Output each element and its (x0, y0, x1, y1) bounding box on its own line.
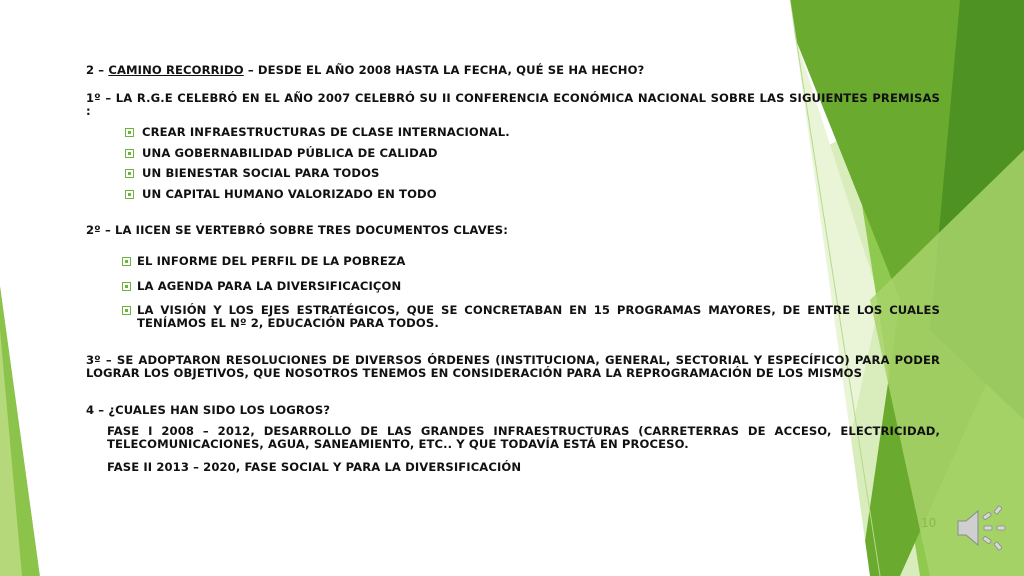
point-3-text: 3º – SE ADOPTARON RESOLUCIONES DE DIVERSOS ÓRDENES (INSTITUCIONA, GENERAL, SECTORIAL Y ESPECÍFICO) PARA PODER LOGRAR LOS OBJETIVOS, QUE NOSOTROS TENEMOS EN CONSIDERACIÓN PARA LA REPROGRAMACIÓN DE LOS MISMOS (86, 353, 940, 380)
phase-1-text: FASE I 2008 – 2012, DESARROLLO DE LAS GRANDES INFRAESTRUCTURAS (CARRETERRAS DE ACCESO, ELECTRICIDAD, TELECOMUNICACIONES, AGUA, SANEAMIENTO, ETC.. Y QUE TODAVÍA ESTÁ EN PROCESO. (107, 424, 940, 451)
phase-2-text: FASE II 2013 – 2020, FASE SOCIAL Y PARA LA DIVERSIFICACIÓN (107, 460, 522, 474)
section-heading (86, 64, 786, 77)
section-number: 2 – (86, 63, 109, 77)
bullet-icon (125, 149, 134, 158)
bullet-icon (125, 190, 134, 199)
point-4-title: 4 – ¿CUALES HAN SIDO LOS LOGROS? (86, 403, 331, 417)
point-1-bullet-2: UNA GOBERNABILIDAD PÚBLICA DE CALIDAD (142, 146, 438, 160)
bullet-icon (125, 169, 134, 178)
slide-number: 10 (921, 516, 937, 530)
point-2-text: 2º – LA IICEN SE VERTEBRÓ SOBRE TRES DOCUMENTOS CLAVES: (86, 223, 508, 237)
point-1-bullet-1: CREAR INFRAESTRUCTURAS DE CLASE INTERNACIONAL. (142, 125, 510, 139)
point-1-text: 1º – LA R.G.E CELEBRÓ EN EL AÑO 2007 CELEBRÓ SU II CONFERENCIA ECONÓMICA NACIONAL SOBRE LAS SIGUIENTES PREMISAS : (86, 91, 940, 118)
point-1-bullet-4: UN CAPITAL HUMANO VALORIZADO EN TODO (142, 187, 437, 201)
bullet-icon (122, 306, 131, 315)
section-subtitle: – DESDE EL AÑO 2008 HASTA LA FECHA, QUÉ SE HA HECHO? (243, 63, 645, 77)
audio-speaker-icon[interactable] (952, 505, 1008, 551)
point-2-bullet-2: LA AGENDA PARA LA DIVERSIFICACIÇON (137, 279, 402, 293)
bullet-icon (125, 128, 134, 137)
point-2-bullet-3: LA VISIÓN Y LOS EJES ESTRATÉGICOS, QUE SE CONCRETABAN EN 15 PROGRAMAS MAYORES, DE ENTRE LOS CUALES TENÍAMOS EL Nº 2, EDUCACIÓN PARA TODOS. (137, 303, 940, 330)
bullet-icon (122, 257, 131, 266)
section-title-underlined: CAMINO RECORRIDO (108, 63, 244, 77)
point-2-bullet-1: EL INFORME DEL PERFIL DE LA POBREZA (137, 254, 406, 268)
bullet-icon (122, 282, 131, 291)
point-1-bullet-3: UN BIENESTAR SOCIAL PARA TODOS (142, 166, 380, 180)
